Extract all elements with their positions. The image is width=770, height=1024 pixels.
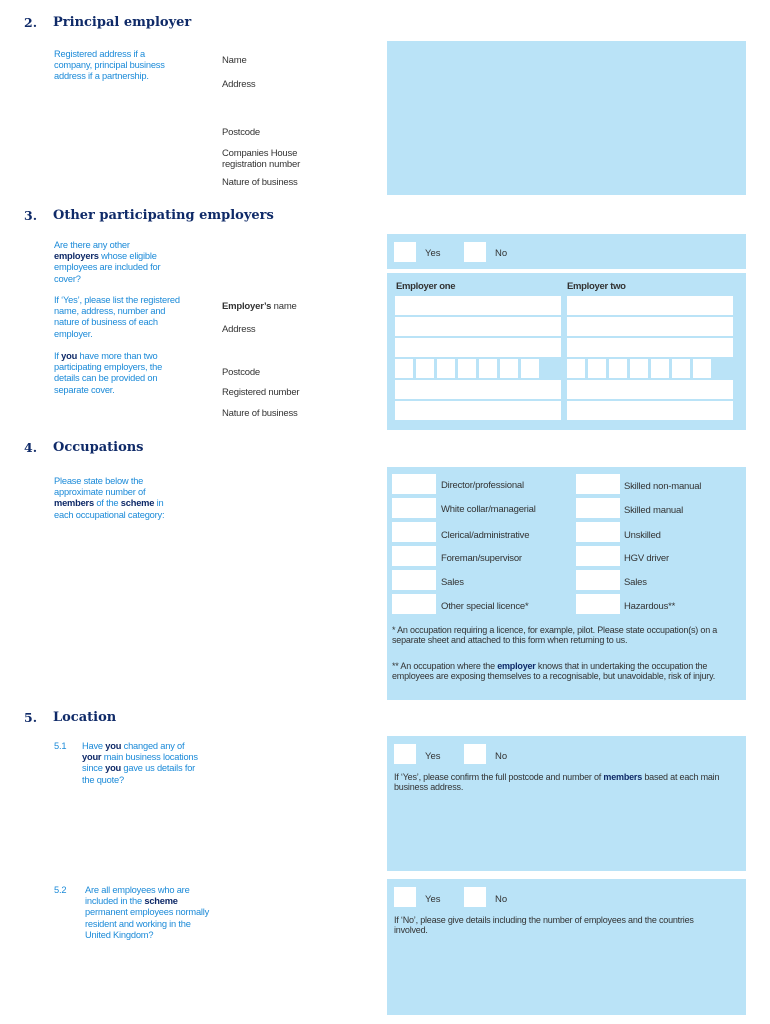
occ-white-collar-count[interactable] (392, 498, 436, 518)
section-2-help: Registered address if a company, principal business address if a partnership. (54, 49, 165, 82)
occ-foreman-label: Foreman/supervisor (441, 553, 522, 564)
section-3-list-help: If ‘Yes’, please list the registered name, address, number and nature of business of each employer. (54, 295, 180, 339)
label-address: Address (222, 324, 256, 335)
section-3-question: Are there any other employers whose eligible employees are included for cover? (54, 240, 161, 284)
occ-hgv-driver-label: HGV driver (624, 553, 669, 564)
section-2-title: Principal employer (53, 15, 192, 30)
other-employers-no-checkbox[interactable] (464, 242, 486, 262)
label-postcode: Postcode (222, 367, 261, 378)
occ-white-collar-label: White collar/managerial (441, 504, 536, 515)
section-5-number: 5. (24, 710, 38, 725)
employer-one-postcode-box[interactable] (479, 359, 497, 378)
occ-hazardous-count[interactable] (576, 594, 620, 614)
label-registered-number: Registered number (222, 387, 300, 398)
employer-one-address-field[interactable] (395, 317, 561, 336)
occ-foreman-count[interactable] (392, 546, 436, 566)
uk-residency-instruction: If ‘No’, please give details including the number of employees and the countries involved. (394, 915, 694, 935)
employer-two-heading: Employer two (567, 281, 626, 292)
hazardous-footnote: ** An occupation where the employer knows that in undertaking the occupation the employees are exposing themselves to a recognisable, but unavoidable, risk of injury. (392, 661, 716, 681)
yes-label: Yes (425, 248, 441, 259)
yes-label: Yes (425, 894, 441, 905)
section-5-title: Location (53, 710, 117, 725)
employer-two-registered-number-field[interactable] (567, 380, 733, 399)
yes-label: Yes (425, 751, 441, 762)
uk-resident-yes-checkbox[interactable] (394, 887, 416, 907)
label-postcode: Postcode (222, 127, 261, 138)
label-nature-of-business: Nature of business (222, 408, 298, 419)
employer-one-nature-field[interactable] (395, 401, 561, 420)
question-5-1-text: Have you changed any of your main business locations since you gave us details for the quote? (82, 741, 198, 785)
no-label: No (495, 894, 508, 905)
employer-one-postcode-box[interactable] (395, 359, 413, 378)
section-3-number: 3. (24, 208, 38, 223)
employer-one-postcode-box[interactable] (437, 359, 455, 378)
occ-special-licence-count[interactable] (392, 594, 436, 614)
employer-one-postcode-box[interactable] (458, 359, 476, 378)
employer-one-postcode-box[interactable] (521, 359, 539, 378)
employer-two-address-field-2[interactable] (567, 338, 733, 357)
occ-sales-2-label: Sales (624, 577, 647, 588)
question-5-1-number: 5.1 (54, 741, 67, 751)
employer-two-postcode-box[interactable] (672, 359, 690, 378)
occ-clerical-label: Clerical/administrative (441, 530, 530, 541)
question-5-2-text: Are all employees who are included in the scheme permanent employees normally resident and working in the United Kingdom? (85, 885, 210, 940)
employer-two-postcode-box[interactable] (630, 359, 648, 378)
employer-two-postcode-box[interactable] (651, 359, 669, 378)
occ-skilled-non-manual-count[interactable] (576, 474, 620, 494)
occ-sales-count[interactable] (392, 570, 436, 590)
question-5-2-number: 5.2 (54, 885, 67, 895)
label-companies-house: Companies House registration number (222, 148, 301, 170)
employer-two-name-field[interactable] (567, 296, 733, 315)
occ-special-licence-label: Other special licence* (441, 601, 529, 612)
location-changed-instruction: If ‘Yes’, please confirm the full postcode and number of members based at each main business address. (394, 772, 720, 792)
occ-clerical-count[interactable] (392, 522, 436, 542)
employer-one-heading: Employer one (396, 281, 456, 292)
occ-director-label: Director/professional (441, 480, 524, 491)
occ-sales-2-count[interactable] (576, 570, 620, 590)
employer-one-address-field-2[interactable] (395, 338, 561, 357)
no-label: No (495, 751, 508, 762)
principal-employer-input-area[interactable] (387, 41, 746, 195)
employer-two-postcode-box[interactable] (693, 359, 711, 378)
label-name: Name (222, 55, 247, 66)
occ-unskilled-label: Unskilled (624, 530, 661, 541)
employer-two-address-field[interactable] (567, 317, 733, 336)
section-4-help: Please state below the approximate number of members of the scheme in each occupational category: (54, 476, 165, 520)
section-3-title: Other participating employers (53, 208, 274, 223)
section-3-more-help: If you have more than two participating employers, the details can be provided on separate cover. (54, 351, 163, 395)
employer-one-registered-number-field[interactable] (395, 380, 561, 399)
employer-one-postcode-box[interactable] (500, 359, 518, 378)
occ-skilled-manual-label: Skilled manual (624, 505, 683, 516)
employer-two-postcode-box[interactable] (609, 359, 627, 378)
section-4-title: Occupations (53, 440, 144, 455)
employer-one-postcode-box[interactable] (416, 359, 434, 378)
uk-resident-no-checkbox[interactable] (464, 887, 486, 907)
label-employers-name: Employer’s name (222, 301, 297, 312)
employer-two-nature-field[interactable] (567, 401, 733, 420)
occ-skilled-manual-count[interactable] (576, 498, 620, 518)
occ-hazardous-label: Hazardous** (624, 601, 676, 612)
occ-director-count[interactable] (392, 474, 436, 494)
employer-two-postcode-box[interactable] (567, 359, 585, 378)
location-changed-yes-checkbox[interactable] (394, 744, 416, 764)
occ-hgv-driver-count[interactable] (576, 546, 620, 566)
location-changed-no-checkbox[interactable] (464, 744, 486, 764)
no-label: No (495, 248, 508, 259)
occ-sales-label: Sales (441, 577, 464, 588)
employer-one-name-field[interactable] (395, 296, 561, 315)
other-employers-yes-checkbox[interactable] (394, 242, 416, 262)
section-4-number: 4. (24, 440, 38, 455)
employer-two-postcode-box[interactable] (588, 359, 606, 378)
special-licence-footnote: * An occupation requiring a licence, for example, pilot. Please state occupation(s) on a separate sheet and attached to this form when returning to us. (392, 625, 718, 645)
occ-unskilled-count[interactable] (576, 522, 620, 542)
section-2-number: 2. (24, 15, 38, 30)
label-nature-of-business: Nature of business (222, 177, 298, 188)
occ-skilled-non-manual-label: Skilled non-manual (624, 481, 702, 492)
label-address: Address (222, 79, 256, 90)
